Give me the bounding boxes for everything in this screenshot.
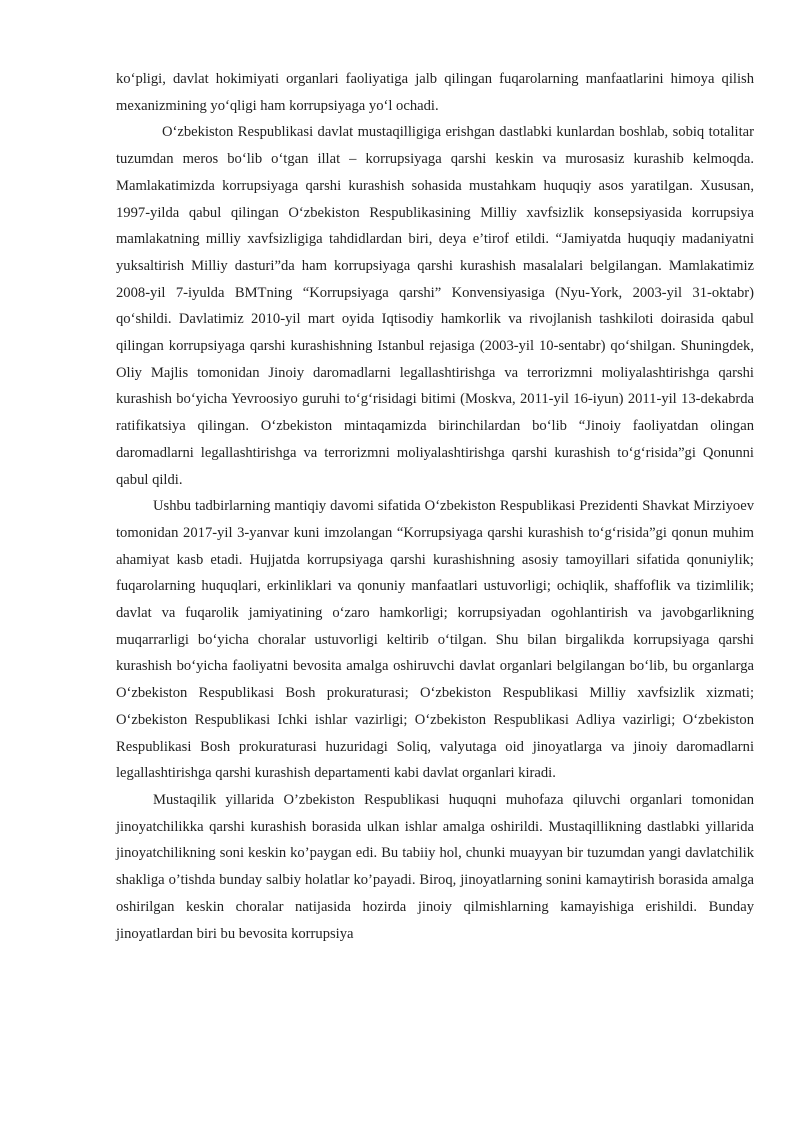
- paragraph-law-enforcement: Mustaqilik yillarida O’zbekiston Respublikasi huquqni muhofaza qiluvchi organlari tomonidan jinoyatchilikka qarshi kurashish borasida ulkan ishlar amalga oshirildi. Mustaqillikning dastlabki yillarida jinoyatchilikning soni keskin ko’paygan edi. Bu tabiiy hol, chunki muayyan bir tuzumdan yangi davlatchilik shakliga o’tishda bunday salbiy holatlar ko’payadi. Biroq, jinoyatlarning sonini kamaytirish borasida amalga oshirilgan keskin choralar natijasida hozirda jinoiy qilmishlarning kamayishiga erishildi. Bunday jinoyatlardan biri bu bevosita korrupsiya: [116, 791, 754, 942]
- paragraph-legal-basis: O‘zbekiston Respublikasi davlat mustaqilligiga erishgan dastlabki kunlardan boshlab, sobiq totalitar tuzumdan meros bo‘lib o‘tgan illat – korrupsiyaga qarshi keskin va murosasiz kurashib kelmoqda. Mamlakatimizda korrupsiyaga qarshi kurashish sohasida mustahkam huquqiy asos yaratilgan. Xususan, 1997-yilda qabul qilingan O‘zbekiston Respublikasining Milliy xavfsizlik konsepsiyasida korrupsiya mamlakatning milliy xavfsizligiga tahdidlardan biri, deya e’tirof etildi. “Jamiyatda huquqiy madaniyatni yuksaltirish Milliy dasturi”da ham korrupsiyaga qarshi kurashish masalalari belgilangan. Mamlakatimiz 2008-yil 7-iyulda BMTning “Korrupsiyaga qarshi” Konvensiyasiga (Nyu-York, 2003-yil 31-oktabr) qo‘shildi. Davlatimiz 2010-yil mart oyida Iqtisodiy hamkorlik va rivojlanish tashkiloti doirasida qabul qilingan korrupsiyaga qarshi kurashishning Istanbul rejasiga (2003-yil 10-sentabr) qo‘shilgan. Shuningdek, Oliy Majlis tomonidan Jinoiy daromadlarni legallashtirishga va terrorizmni moliyalashtirishga qarshi kurashish bo‘yicha Yevroosiyo guruhi to‘g‘risidagi bitimi (Moskva, 2011-yil 16-iyun) 2011-yil 13-dekabrda ratifikatsiya qilingan. O‘zbekiston mintaqamizda birinchilardan bo‘lib “Jinoiy faoliyatdan olingan daromadlarni legallashtirishga va terrorizmni moliyalashtirishga qarshi kurashish to‘g‘risida”gi Qonunni qabul qildi.: [116, 124, 754, 488]
- paragraph-anticorruption-law: Ushbu tadbirlarning mantiqiy davomi sifatida O‘zbekiston Respublikasi Prezidenti Shavkat Mirziyoev tomonidan 2017-yil 3-yanvar kuni imzolangan “Korrupsiyaga qarshi kurashish to‘g‘risida”gi qonun muhim ahamiyat kasb etadi. Hujjatda korrupsiyaga qarshi kurashishning asosiy tamoyillari sifatida qonuniylik; fuqarolarning huquqlari, erkinliklari va qonuniy manfaatlari ustuvorligi; ochiqlik, shaffoflik va tizimlilik; davlat va fuqarolik jamiyatining o‘zaro hamkorligi; korrupsiyadan ogohlantirish va javobgarlikning muqarrarligi bo‘yicha choralar ustuvorligi keltirib o‘tilgan. Shu bilan birgalikda korrupsiyaga qarshi kurashish bo‘yicha faoliyatni bevosita amalga oshiruvchi davlat organlari belgilangan bo‘lib, bu organlarga O‘zbekiston Respublikasi Bosh prokuraturasi; O‘zbekiston Respublikasi Milliy xavfsizlik xizmati; O‘zbekiston Respublikasi Ichki ishlar vazirligi; O‘zbekiston Respublikasi Adliya vazirligi; O‘zbekiston Respublikasi Bosh prokuraturasi huzuridagi Soliq, valyutaga oid jinoyatlarga va jinoiy daromadlarni legallashtirishga qarshi kurashish departamenti kabi davlat organlari kiradi.: [116, 498, 754, 782]
- paragraph-continuation: ko‘pligi, davlat hokimiyati organlari faoliyatiga jalb qilingan fuqarolarning manfaatlarini himoya qilish mexanizmining yo‘qligi ham korrupsiyaga yo‘l ochadi.: [116, 71, 754, 114]
- document-page: [116, 66, 754, 947]
